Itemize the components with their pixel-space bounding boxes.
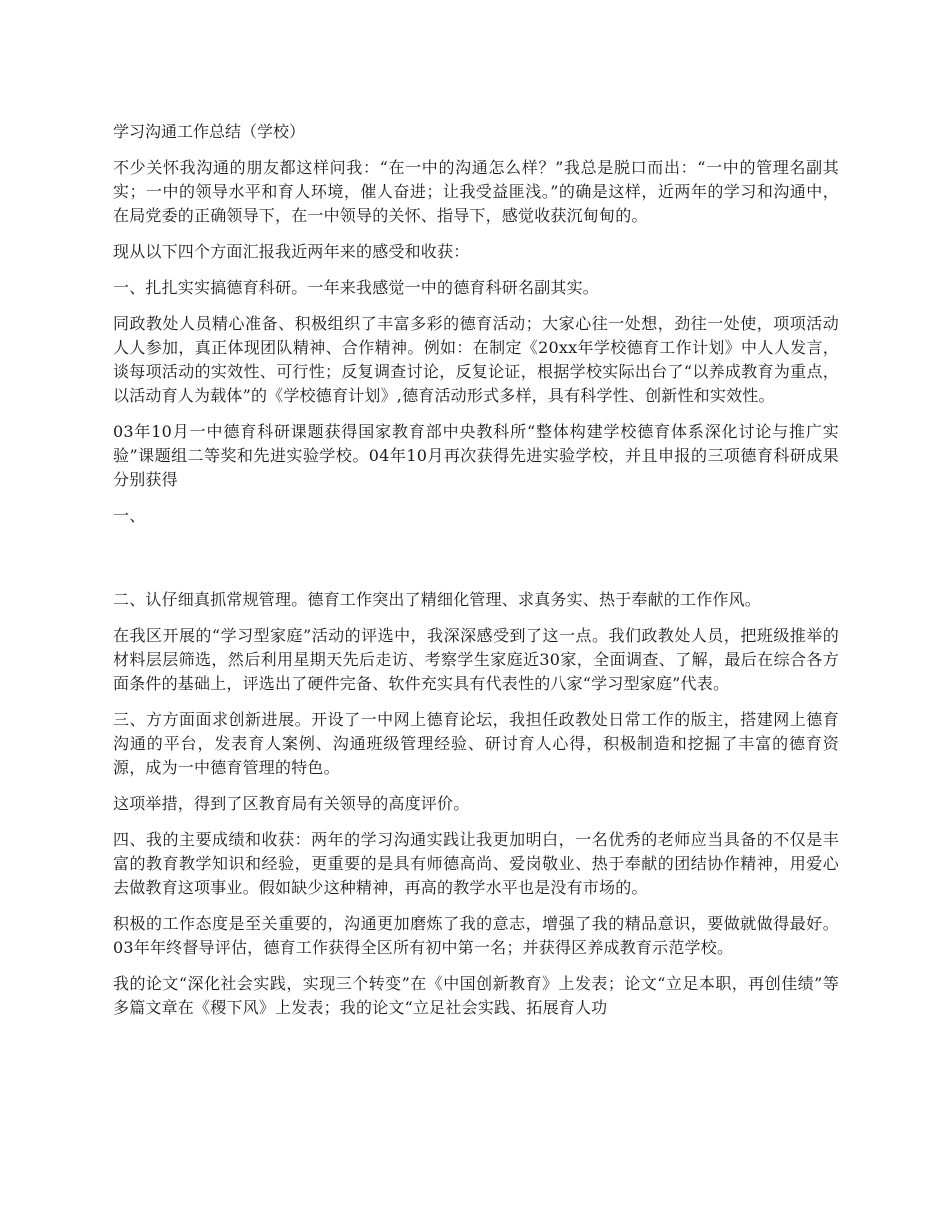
paragraph-section-one-heading: 一、扎扎实实搞德育科研。一年来我感觉一中的德育科研名副其实。 bbox=[113, 278, 600, 297]
paragraph-section-three-heading: 三、方方面面求创新进展。开设了一中网上德育论坛，我担任政教处日常工作的版主，搭建网上德育沟通的平台，发表育人案例、沟通班级管理经验、研讨育人心得，积极制造和挖掘了丰富的德育资源，成为一中德育管理的特色。 bbox=[113, 710, 839, 777]
paragraph-overview: 现从以下四个方面汇报我近两年来的感受和收获： bbox=[113, 242, 470, 261]
paragraph-evaluation: 这项举措，得到了区教育局有关领导的高度评价。 bbox=[113, 794, 470, 813]
paragraph-section-two-heading: 二、认仔细真抓常规管理。德育工作突出了精细化管理、求真务实、热于奉献的工作作风。 bbox=[113, 590, 762, 609]
paragraph-attitude: 积极的工作态度是至关重要的，沟通更加磨炼了我的意志，增强了我的精品意识，要做就做得最好。03年年终督导评估，德育工作获得全区所有初中第一名；并获得区养成教育示范学校。 bbox=[113, 914, 839, 957]
paragraph-learning-family: 在我区开展的“学习型家庭”活动的评选中，我深深感受到了这一点。我们政教处人员，把班级推举的材料层层筛选，然后利用星期天先后走访、考察学生家庭近30家，全面调查、了解，最后在综合各方面条件的基础上，评选出了硬件完备、软件充实具有代表性的八家“学习型家庭”代表。 bbox=[113, 626, 839, 693]
document-title: 学习沟通工作总结（学校） bbox=[113, 122, 306, 141]
paragraph-list-marker: 一、 bbox=[113, 506, 146, 525]
paragraph-publications: 我的论文“深化社会实践，实现三个转变”在《中国创新教育》上发表；论文“立足本职，再创佳绩”等多篇文章在《稷下风》上发表；我的论文“立足社会实践、拓展育人功 bbox=[113, 974, 839, 1017]
document-body bbox=[113, 120, 839, 1032]
paragraph-activities: 同政教处人员精心准备、积极组织了丰富多彩的德育活动；大家心往一处想，劲往一处使，项项活动人人参加，真正体现团队精神、合作精神。例如：在制定《20xx年学校德育工作计划》中人人发言，谈每项活动的实效性、可行性；反复调查讨论，反复论证，根据学校实际出台了“以养成教育为重点，以活动育人为载体”的《学校德育计划》,德育活动形式多样，具有科学性、创新性和实效性。 bbox=[113, 314, 839, 405]
paragraph-section-four-heading: 四、我的主要成绩和收获：两年的学习沟通实践让我更加明白，一名优秀的老师应当具备的不仅是丰富的教育教学知识和经验，更重要的是具有师德高尚、爱岗敬业、热于奉献的团结协作精神，用爱心去做教育这项事业。假如缺少这种精神，再高的教学水平也是没有市场的。 bbox=[113, 830, 839, 897]
paragraph-research-awards: 03年10月一中德育科研课题获得国家教育部中央教科所“整体构建学校德育体系深化讨论与推广实验”课题组二等奖和先进实验学校。04年10月再次获得先进实验学校，并且申报的三项德育科研成果分别获得 bbox=[113, 422, 839, 489]
paragraph-intro: 不少关怀我沟通的朋友都这样问我：“在一中的沟通怎么样？”我总是脱口而出：“一中的管理名副其实；一中的领导水平和育人环境，催人奋进；让我受益匪浅。”的确是这样，近两年的学习和沟通中，在局党委的正确领导下，在一中领导的关怀、指导下，感觉收获沉甸甸的。 bbox=[113, 158, 839, 225]
